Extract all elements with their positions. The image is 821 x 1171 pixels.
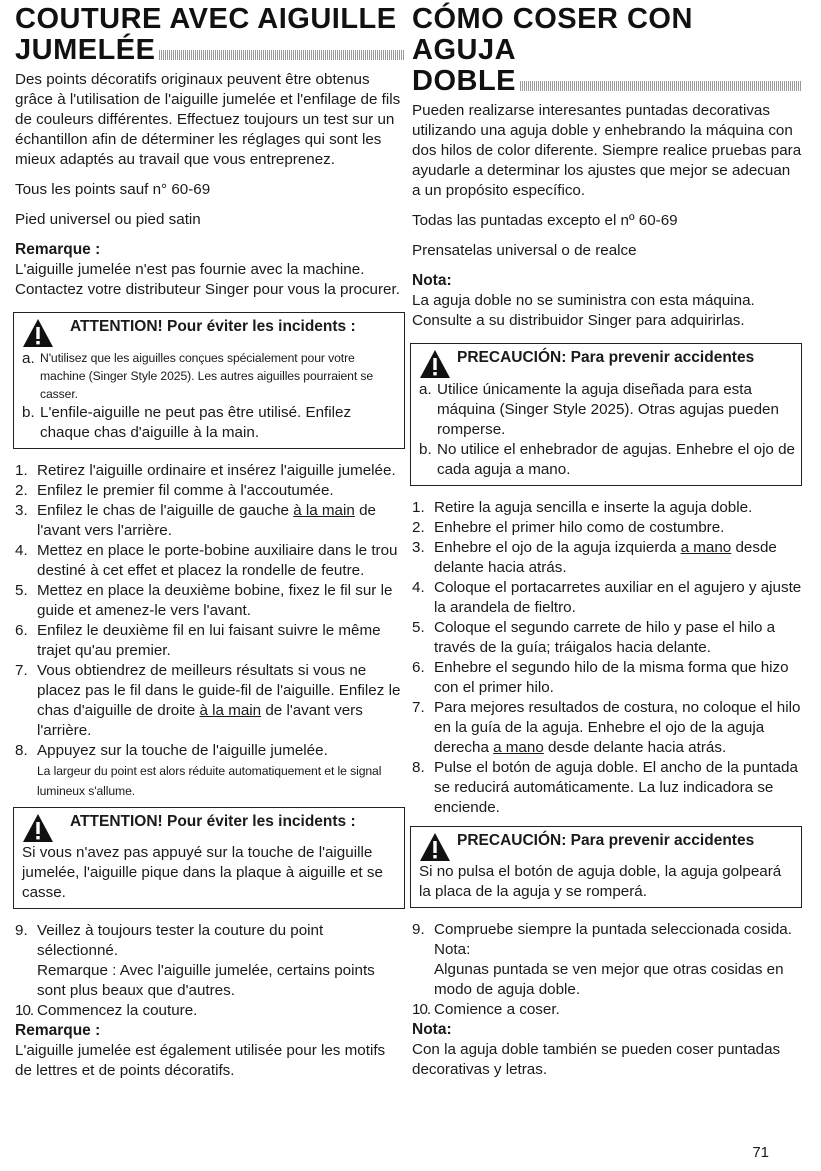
step-item (15, 621, 405, 661)
step-text: Enhebre el primer hilo como de costumbre. (434, 519, 725, 536)
spanish-intro: Pueden realizarse interesantes puntadas decorativas utilizando una aguja doble y enhebrando la máquina con dos hilos de color diferente. Siempre realice pruebas para ayudarle a determinar los ajustes que mejor se adecuan a un propósito específico. (412, 102, 802, 199)
step-item (15, 661, 405, 741)
step-text (37, 741, 405, 801)
step-number: 9. (15, 922, 28, 939)
french-foot: Pied universel ou pied satin (15, 211, 201, 228)
step-text: Coloque el segundo carrete de hilo y pase el hilo a través de la guía; tráigalos hacia delante. (434, 619, 776, 656)
step-number: 3. (412, 539, 425, 556)
warning-item-key: b. (419, 441, 432, 458)
step-number: 2. (15, 482, 28, 499)
french-warning-box (13, 312, 405, 449)
step-number: 7. (15, 662, 28, 679)
step-text-underlined: a mano (680, 539, 732, 556)
step-item (15, 1001, 405, 1021)
step-number: 4. (412, 579, 425, 596)
warning-item-key: b. (22, 404, 35, 421)
french-column (15, 4, 405, 1081)
warning-triangle-icon (22, 813, 54, 843)
step-text-part: de l'avant vers l'arrière. (37, 702, 363, 739)
step-text-underlined: a mano (493, 739, 544, 756)
step-text: Commencez la couture. (37, 1002, 198, 1019)
spanish-remark-body-2: Consulte a su distribuidor Singer para adquirirlas. (412, 312, 745, 329)
spanish-warning-box-2 (410, 826, 802, 908)
spanish-stitches: Todas las puntadas excepto el nº 60-69 (412, 212, 678, 229)
french-title-line2: JUMELÉE (15, 34, 156, 66)
spanish-warning-box (410, 343, 802, 486)
step-text (37, 921, 405, 1001)
warning-item-text: Utilice únicamente la aguja diseñada para esta máquina (Singer Style 2025). Otras agujas pueden romperse. (437, 381, 779, 438)
step-extra-note: Nota: (434, 941, 471, 958)
step-text: Enfilez le premier fil comme à l'accoutumée. (37, 482, 334, 499)
warning-item-key: a. (419, 381, 432, 398)
step-number: 10. (412, 1001, 431, 1018)
page-number: 71 (752, 1144, 769, 1161)
step-number: 10. (15, 1002, 34, 1019)
warning-item (419, 440, 795, 480)
spanish-remark-body-2: Con la aguja doble también se pueden coser puntadas decorativas y letras. (412, 1041, 781, 1078)
french-remark-title-2: Remarque : (15, 1022, 101, 1039)
step-item (15, 461, 405, 481)
step-number: 5. (412, 619, 425, 636)
step-extra-note: Remarque : Avec l'aiguille jumelée, certains points sont plus beaux que d'autres. (37, 962, 375, 999)
step-text-part: desde delante hacia atrás. (543, 739, 727, 756)
french-warning-box-2 (13, 807, 405, 909)
warning-item (419, 380, 795, 440)
step-text-part: Compruebe siempre la puntada seleccionada cosida. (434, 921, 792, 938)
spanish-warning-title: PRECAUCIÓN: Para prevenir accidentes (457, 349, 755, 366)
step-text (434, 698, 802, 758)
warning-item (22, 403, 398, 443)
warning-item-text: L'enfile-aiguille ne peut pas être utilisé. Enfilez chaque chas d'aiguille à la main. (40, 404, 352, 441)
title-rule (159, 50, 405, 60)
french-warning-body: Si vous n'avez pas appuyé sur la touche de l'aiguille jumelée, l'aiguille pique dans la plaque à aiguille et se casse. (22, 844, 383, 901)
step-item (412, 538, 802, 578)
french-remark-body-2: L'aiguille jumelée est également utilisée pour les motifs de lettres et de points décoratifs. (15, 1042, 386, 1079)
step-text: Mettez en place la deuxième bobine, fixez le fil sur le guide et amenez-le vers l'avant. (37, 582, 393, 619)
step-item (15, 481, 405, 501)
step-extra-note: Algunas puntada se ven mejor que otras cosidas en modo de aguja doble. (434, 961, 784, 998)
step-item (412, 498, 802, 518)
step-text: Mettez en place le porte-bobine auxiliaire dans le trou destiné à cet effet et placez la rondelle de feutre. (37, 542, 398, 579)
warning-item-text: No utilice el enhebrador de agujas. Enhebre el ojo de cada aguja a mano. (437, 441, 795, 478)
step-item (15, 741, 405, 801)
french-remark-body: L'aiguille jumelée n'est pas fournie avec la machine. Contactez votre distributeur Singer pour vous la procurer. (15, 261, 400, 298)
step-text: Comience a coser. (434, 1001, 560, 1018)
french-stitches: Tous les points sauf n° 60-69 (15, 181, 211, 198)
step-small-note: La largeur du point est alors réduite automatiquement et le signal lumineux s'allume. (37, 764, 382, 798)
french-title-line1: COUTURE AVEC AIGUILLE (15, 3, 397, 35)
french-warning-title: ATTENTION! Pour éviter les incidents : (70, 813, 356, 830)
step-item (412, 658, 802, 698)
step-item (15, 921, 405, 1001)
warning-item (22, 349, 398, 403)
step-number: 1. (15, 462, 28, 479)
french-remark-title: Remarque : (15, 241, 101, 258)
step-text-underlined: à la main (293, 502, 355, 519)
spanish-remark-title-2: Nota: (412, 1021, 452, 1038)
step-number: 8. (15, 742, 28, 759)
step-text-underlined: à la main (199, 702, 262, 719)
step-item (412, 578, 802, 618)
step-item (412, 920, 802, 1000)
warning-triangle-icon (419, 349, 451, 379)
step-item (412, 518, 802, 538)
french-warning-title: ATTENTION! Pour éviter les incidents : (70, 318, 356, 335)
warning-item-text: N'utilisez que les aiguilles conçues spécialement pour votre machine (Singer Style 2025). Les autres aiguilles pourraient se casser. (40, 351, 374, 401)
step-text (434, 920, 802, 1000)
spanish-title (412, 4, 802, 97)
spanish-column (412, 4, 802, 1080)
spanish-warning-body: Si no pulsa el botón de aguja doble, la aguja golpeará la placa de la aguja y se romperá. (419, 863, 782, 900)
step-number: 2. (412, 519, 425, 536)
step-item (412, 1000, 802, 1020)
warning-triangle-icon (419, 832, 451, 862)
step-text: Enfilez le deuxième fil en lui faisant suivre le même trajet qu'au premier. (37, 622, 381, 659)
step-text-part: Enfilez le chas de l'aiguille de gauche (37, 502, 294, 519)
step-number: 6. (15, 622, 28, 639)
spanish-title-line2: DOBLE (412, 65, 516, 97)
step-item (412, 698, 802, 758)
step-text-part: Appuyez sur la touche de l'aiguille jumelée. (37, 742, 328, 759)
step-item (412, 758, 802, 818)
step-number: 8. (412, 759, 425, 776)
step-item (15, 541, 405, 581)
step-number: 1. (412, 499, 425, 516)
title-rule (520, 81, 802, 91)
step-text-part: de l'avant vers l'arrière. (37, 502, 376, 539)
step-number: 4. (15, 542, 28, 559)
spanish-title-line1: CÓMO COSER CON AGUJA (412, 3, 693, 66)
french-steps (15, 461, 405, 801)
step-text: Pulse el botón de aguja doble. El ancho de la puntada se reducirá automáticamente. La luz indicadora se enciende. (434, 759, 798, 816)
spanish-foot: Prensatelas universal o de realce (412, 242, 637, 259)
step-text (37, 661, 405, 741)
step-item (15, 501, 405, 541)
step-number: 7. (412, 699, 425, 716)
step-text-part: Vous obtiendrez de meilleurs résultats si vous ne placez pas le fil dans le guide-fil de l'aiguille. Enfilez le chas d'aiguille de droite (37, 662, 401, 719)
step-text: Retire la aguja sencilla e inserte la aguja doble. (434, 499, 753, 516)
french-steps-2 (15, 921, 405, 1021)
step-text: Coloque el portacarretes auxiliar en el agujero y ajuste la arandela de fieltro. (434, 579, 802, 616)
step-number: 9. (412, 921, 425, 938)
step-item (15, 581, 405, 621)
warning-item-key: a. (22, 350, 35, 367)
spanish-steps-2 (412, 920, 802, 1020)
spanish-warning-title: PRECAUCIÓN: Para prevenir accidentes (457, 832, 755, 849)
step-text-part: Para mejores resultados de costura, no coloque el hilo en la guía de la aguja. Enhebre el ojo de la aguja derecha (434, 699, 801, 756)
step-number: 3. (15, 502, 28, 519)
step-text (37, 501, 405, 541)
step-text: Retirez l'aiguille ordinaire et insérez l'aiguille jumelée. (37, 462, 396, 479)
step-number: 5. (15, 582, 28, 599)
step-item (412, 618, 802, 658)
step-text-part: desde delante hacia atrás. (434, 539, 777, 576)
step-text-part: Veillez à toujours tester la couture du point sélectionné. (37, 922, 324, 959)
step-text: Enhebre el segundo hilo de la misma forma que hizo con el primer hilo. (434, 659, 789, 696)
spanish-remark-body: La aguja doble no se suministra con esta máquina. (412, 292, 755, 309)
spanish-steps (412, 498, 802, 818)
warning-triangle-icon (22, 318, 54, 348)
step-text-part: Enhebre el ojo de la aguja izquierda (434, 539, 681, 556)
french-title (15, 4, 405, 66)
step-text (434, 538, 802, 578)
step-number: 6. (412, 659, 425, 676)
french-intro: Des points décoratifs originaux peuvent être obtenus grâce à l'utilisation de l'aiguille jumelée et l'enfilage de fils de couleurs différentes. Effectuez toujours un test sur un échantillon afin de déterminer les réglages qui sont les mieux adaptés au travail que vous entreprenez. (15, 71, 401, 168)
spanish-remark-title: Nota: (412, 272, 452, 289)
